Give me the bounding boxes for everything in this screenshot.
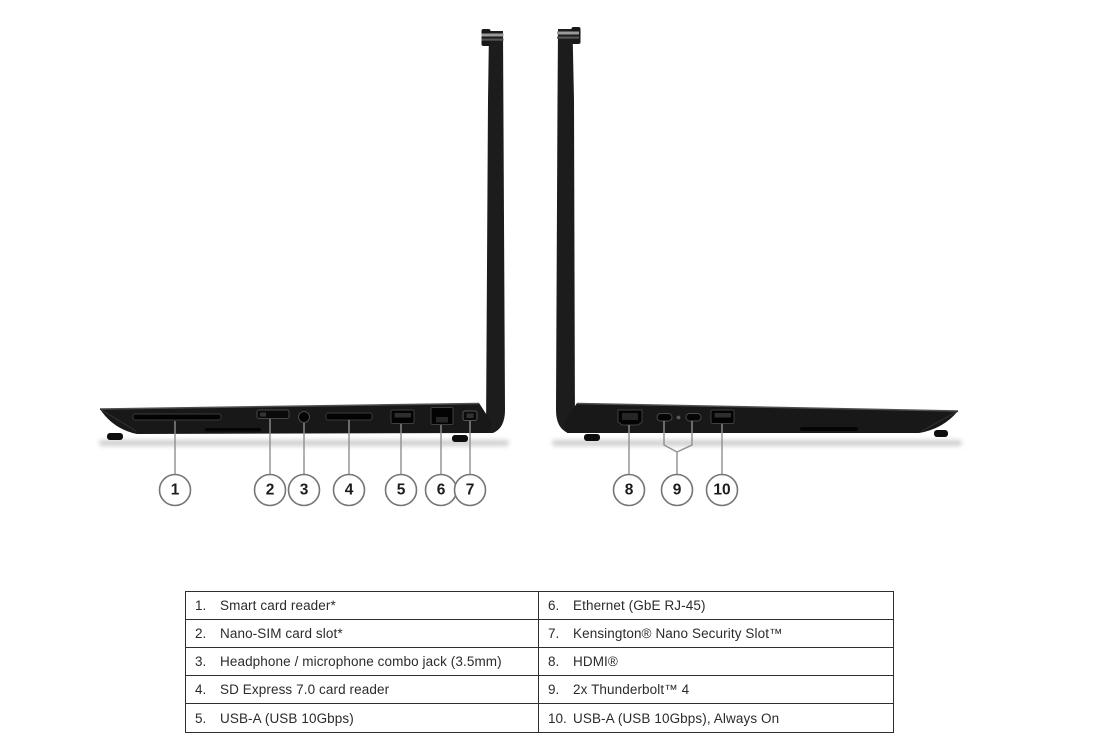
legend-number: 9. xyxy=(548,682,560,697)
legend-number: 1. xyxy=(195,598,207,613)
legend-cell-3 xyxy=(186,648,539,676)
port-legend-table xyxy=(185,591,894,733)
legend-label: USB-A (USB 10Gbps) xyxy=(220,710,354,726)
rubber-foot xyxy=(107,433,123,440)
led-indicator xyxy=(677,416,681,420)
legend-label: Smart card reader* xyxy=(220,598,336,613)
legend-cell-9 xyxy=(539,676,894,704)
callout-2 xyxy=(255,475,286,506)
callout-6-number: 6 xyxy=(436,481,446,499)
callout-8 xyxy=(614,475,645,506)
legend-number: 10. xyxy=(548,710,567,726)
smart-card-slot xyxy=(133,414,221,420)
callout-1 xyxy=(160,475,191,506)
legend-cell-7 xyxy=(539,620,894,648)
usb-a-tongue xyxy=(715,413,732,418)
legend-label: Kensington® Nano Security Slot™ xyxy=(573,626,783,641)
laptop-side-view-left xyxy=(100,29,505,442)
lid-top-stripe xyxy=(557,32,579,35)
sd-card-slot xyxy=(326,413,372,420)
legend-cell-6 xyxy=(539,592,894,620)
legend-label: HDMI® xyxy=(573,654,618,669)
legend-number: 4. xyxy=(195,682,207,697)
callout-2-number: 2 xyxy=(265,481,275,499)
legend-label: 2x Thunderbolt™ 4 xyxy=(573,682,690,697)
rubber-foot xyxy=(452,435,468,442)
callout-1-number: 1 xyxy=(170,481,180,499)
usb-a-tongue xyxy=(395,413,412,418)
lid-top-stripe xyxy=(482,39,504,41)
lid-top-stripe xyxy=(482,34,504,37)
thunderbolt-port-1 xyxy=(657,414,672,422)
hdmi-inner xyxy=(622,413,638,420)
legend-number: 8. xyxy=(548,654,560,669)
ground-shadow-right xyxy=(552,440,962,446)
rubber-foot xyxy=(584,434,600,441)
legend-cell-2 xyxy=(186,620,539,648)
laptop-side-view-right xyxy=(556,27,958,441)
headphone-jack xyxy=(299,412,310,423)
legend-cell-8 xyxy=(539,648,894,676)
ethernet-inner xyxy=(436,417,448,423)
legend-label: USB-A (USB 10Gbps), Always On xyxy=(573,710,780,726)
callout-7-number: 7 xyxy=(465,481,475,499)
camera-bump xyxy=(482,29,491,46)
thunderbolt-port-2 xyxy=(686,414,701,422)
laptop-lid xyxy=(556,29,575,433)
legend-number: 7. xyxy=(548,626,560,641)
legend-cell-10 xyxy=(539,704,894,732)
legend-label: SD Express 7.0 card reader xyxy=(220,682,390,697)
nano-sim-notch xyxy=(260,413,266,417)
legend-cell-4 xyxy=(186,676,539,704)
callout-9 xyxy=(662,475,693,506)
callout-5 xyxy=(386,475,417,506)
callouts xyxy=(160,475,738,506)
legend-label: Ethernet (GbE RJ-45) xyxy=(573,598,706,613)
callout-6 xyxy=(426,475,457,506)
lid-top-stripe xyxy=(557,37,579,39)
legend-cell-5 xyxy=(186,704,539,732)
legend-number: 6. xyxy=(548,598,560,613)
legend-number: 3. xyxy=(195,654,207,669)
base-vent xyxy=(205,428,261,432)
base-vent xyxy=(800,427,858,431)
callout-9-number: 9 xyxy=(672,481,682,499)
callout-4 xyxy=(334,475,365,506)
callout-3-number: 3 xyxy=(299,481,309,499)
rubber-foot xyxy=(934,430,948,437)
legend-cell-1 xyxy=(186,592,539,620)
legend-number: 5. xyxy=(195,710,207,726)
legend-label: Headphone / microphone combo jack (3.5mm) xyxy=(220,654,502,669)
callout-8-number: 8 xyxy=(624,481,634,499)
callout-10 xyxy=(707,475,738,506)
legend-number: 2. xyxy=(195,626,207,641)
kensington-inner xyxy=(467,414,474,419)
callout-3 xyxy=(289,475,320,506)
callout-7 xyxy=(455,475,486,506)
callout-4-number: 4 xyxy=(344,481,354,499)
callout-5-number: 5 xyxy=(396,481,406,499)
callout-10-number: 10 xyxy=(713,481,731,499)
laptop-lid xyxy=(486,31,505,433)
camera-bump xyxy=(572,27,581,44)
legend-label: Nano-SIM card slot* xyxy=(220,626,343,641)
